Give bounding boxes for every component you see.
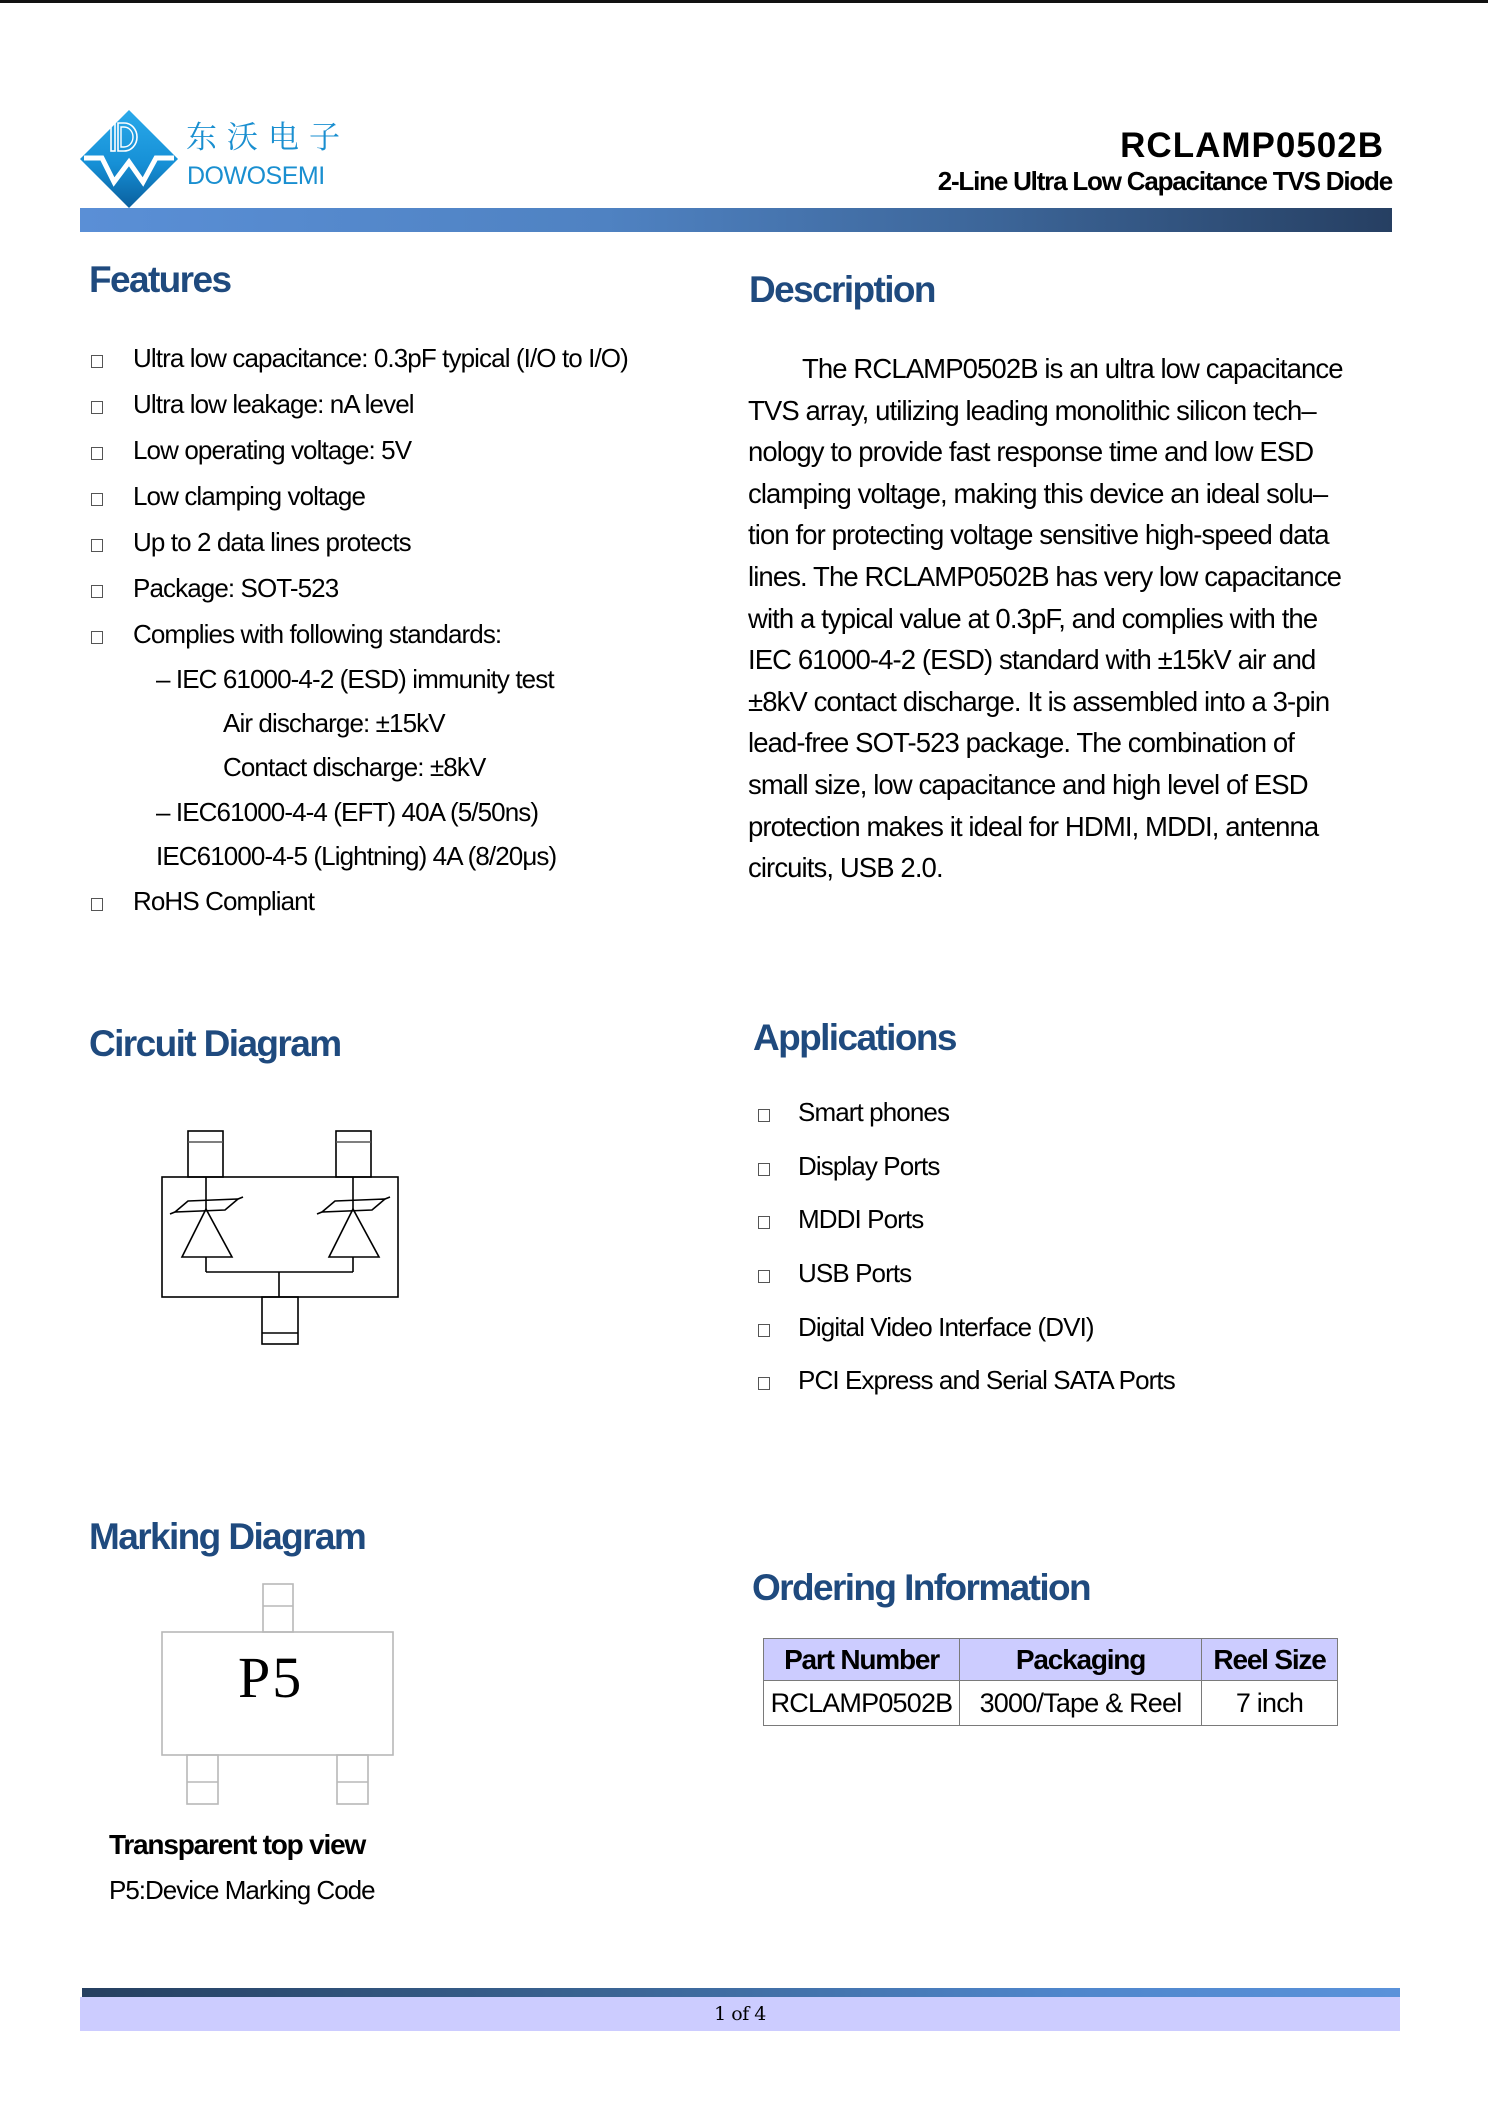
cell-packaging: 3000/Tape & Reel bbox=[960, 1681, 1202, 1726]
feature-subitem: IEC61000-4-5 (Lightning) 4A (8/20μs) bbox=[156, 841, 557, 871]
feature-item: Low clamping voltage bbox=[133, 481, 366, 511]
ordering-table bbox=[763, 1638, 1338, 1726]
description-line: nology to provide fast response time and low ESD bbox=[748, 436, 1314, 468]
feature-item: RoHS Compliant bbox=[133, 886, 315, 916]
bullet-box-icon bbox=[758, 1163, 770, 1176]
feature-item: Low operating voltage: 5V bbox=[133, 435, 412, 465]
feature-item: Ultra low leakage: nA level bbox=[133, 389, 414, 419]
description-line: small size, low capacitance and high level of ESD bbox=[748, 768, 1308, 800]
page-number: 1 of 4 bbox=[714, 2003, 766, 2025]
table-row bbox=[764, 1681, 1338, 1726]
application-item: Display Ports bbox=[798, 1151, 940, 1181]
description-line: The RCLAMP0502B is an ultra low capacitance bbox=[802, 353, 1343, 384]
feature-item: Up to 2 data lines protects bbox=[133, 527, 411, 557]
feature-subitem: – IEC 61000-4-2 (ESD) immunity test bbox=[156, 664, 554, 694]
cell-reel-size: 7 inch bbox=[1202, 1681, 1338, 1726]
table-header-row bbox=[764, 1639, 1338, 1681]
bullet-box-icon bbox=[758, 1109, 770, 1122]
company-name-chinese: 东沃电子 bbox=[186, 120, 350, 156]
column-header-packaging: Packaging bbox=[960, 1639, 1202, 1681]
marking-code: P5 bbox=[238, 1645, 304, 1710]
column-header-part-number: Part Number bbox=[764, 1639, 960, 1681]
product-subtitle: 2-Line Ultra Low Capacitance TVS Diode bbox=[937, 166, 1392, 196]
bullet-box-icon bbox=[91, 539, 103, 552]
description-line: ±8kV contact discharge. It is assembled into a 3-pin bbox=[748, 685, 1330, 717]
bullet-box-icon bbox=[758, 1216, 770, 1229]
application-item: Digital Video Interface (DVI) bbox=[798, 1312, 1094, 1342]
marking-caption-title: Transparent top view bbox=[109, 1829, 366, 1860]
marking-diagram-figure bbox=[150, 1575, 410, 1815]
description-body bbox=[748, 348, 1394, 889]
bullet-box-icon bbox=[91, 447, 103, 460]
bullet-box-icon bbox=[91, 585, 103, 598]
description-line: protection makes it ideal for HDMI, MDDI, antenna bbox=[748, 810, 1319, 842]
cell-part-number: RCLAMP0502B bbox=[764, 1681, 960, 1726]
feature-subitem: Air discharge: ±15kV bbox=[223, 708, 445, 738]
circuit-diagram-heading: Circuit Diagram bbox=[89, 1023, 341, 1064]
application-item: PCI Express and Serial SATA Ports bbox=[798, 1365, 1175, 1395]
application-item: MDDI Ports bbox=[798, 1204, 924, 1234]
feature-item: Package: SOT-523 bbox=[133, 573, 339, 603]
bullet-box-icon bbox=[91, 401, 103, 414]
description-heading: Description bbox=[749, 269, 935, 310]
bullet-box-icon bbox=[91, 631, 103, 644]
features-heading: Features bbox=[89, 259, 231, 300]
feature-subitem: Contact discharge: ±8kV bbox=[223, 752, 486, 782]
feature-item: Complies with following standards: bbox=[133, 619, 502, 649]
marking-caption: P5:Device Marking Code bbox=[109, 1875, 375, 1905]
bullet-box-icon bbox=[758, 1324, 770, 1337]
column-header-reel-size: Reel Size bbox=[1202, 1639, 1338, 1681]
tvs-circuit-schematic-icon bbox=[150, 1120, 410, 1355]
circuit-diagram-figure bbox=[150, 1120, 410, 1355]
footer-gradient-bar bbox=[82, 1988, 1400, 1997]
part-number-title: RCLAMP0502B bbox=[1120, 126, 1384, 165]
header-gradient-bar bbox=[80, 208, 1392, 232]
description-line: lines. The RCLAMP0502B has very low capacitance bbox=[748, 560, 1342, 592]
description-line: clamping voltage, making this device an ideal solu– bbox=[748, 477, 1328, 509]
ordering-info-heading: Ordering Information bbox=[752, 1567, 1091, 1608]
description-line: tion for protecting voltage sensitive high-speed data bbox=[748, 519, 1329, 551]
bullet-box-icon bbox=[758, 1377, 770, 1390]
feature-item: Ultra low capacitance: 0.3pF typical (I/O to I/O) bbox=[133, 343, 628, 373]
page-top-border bbox=[0, 0, 1488, 3]
description-line: TVS array, utilizing leading monolithic silicon tech– bbox=[748, 394, 1316, 426]
application-item: Smart phones bbox=[798, 1097, 950, 1127]
description-line: with a typical value at 0.3pF, and complies with the bbox=[748, 602, 1318, 634]
marking-diagram-heading: Marking Diagram bbox=[89, 1516, 366, 1557]
description-line: circuits, USB 2.0. bbox=[748, 852, 943, 884]
application-item: USB Ports bbox=[798, 1258, 912, 1288]
bullet-box-icon bbox=[91, 898, 103, 911]
description-line: lead-free SOT-523 package. The combination of bbox=[748, 727, 1295, 759]
company-name-english: DOWOSEMI bbox=[187, 162, 325, 190]
bullet-box-icon bbox=[758, 1270, 770, 1283]
applications-heading: Applications bbox=[753, 1017, 956, 1058]
description-line: IEC 61000-4-2 (ESD) standard with ±15kV air and bbox=[748, 644, 1316, 676]
bullet-box-icon bbox=[91, 493, 103, 506]
dowosemi-logo-icon bbox=[80, 110, 178, 208]
feature-subitem: – IEC61000-4-4 (EFT) 40A (5/50ns) bbox=[156, 797, 539, 827]
bullet-box-icon bbox=[91, 355, 103, 368]
